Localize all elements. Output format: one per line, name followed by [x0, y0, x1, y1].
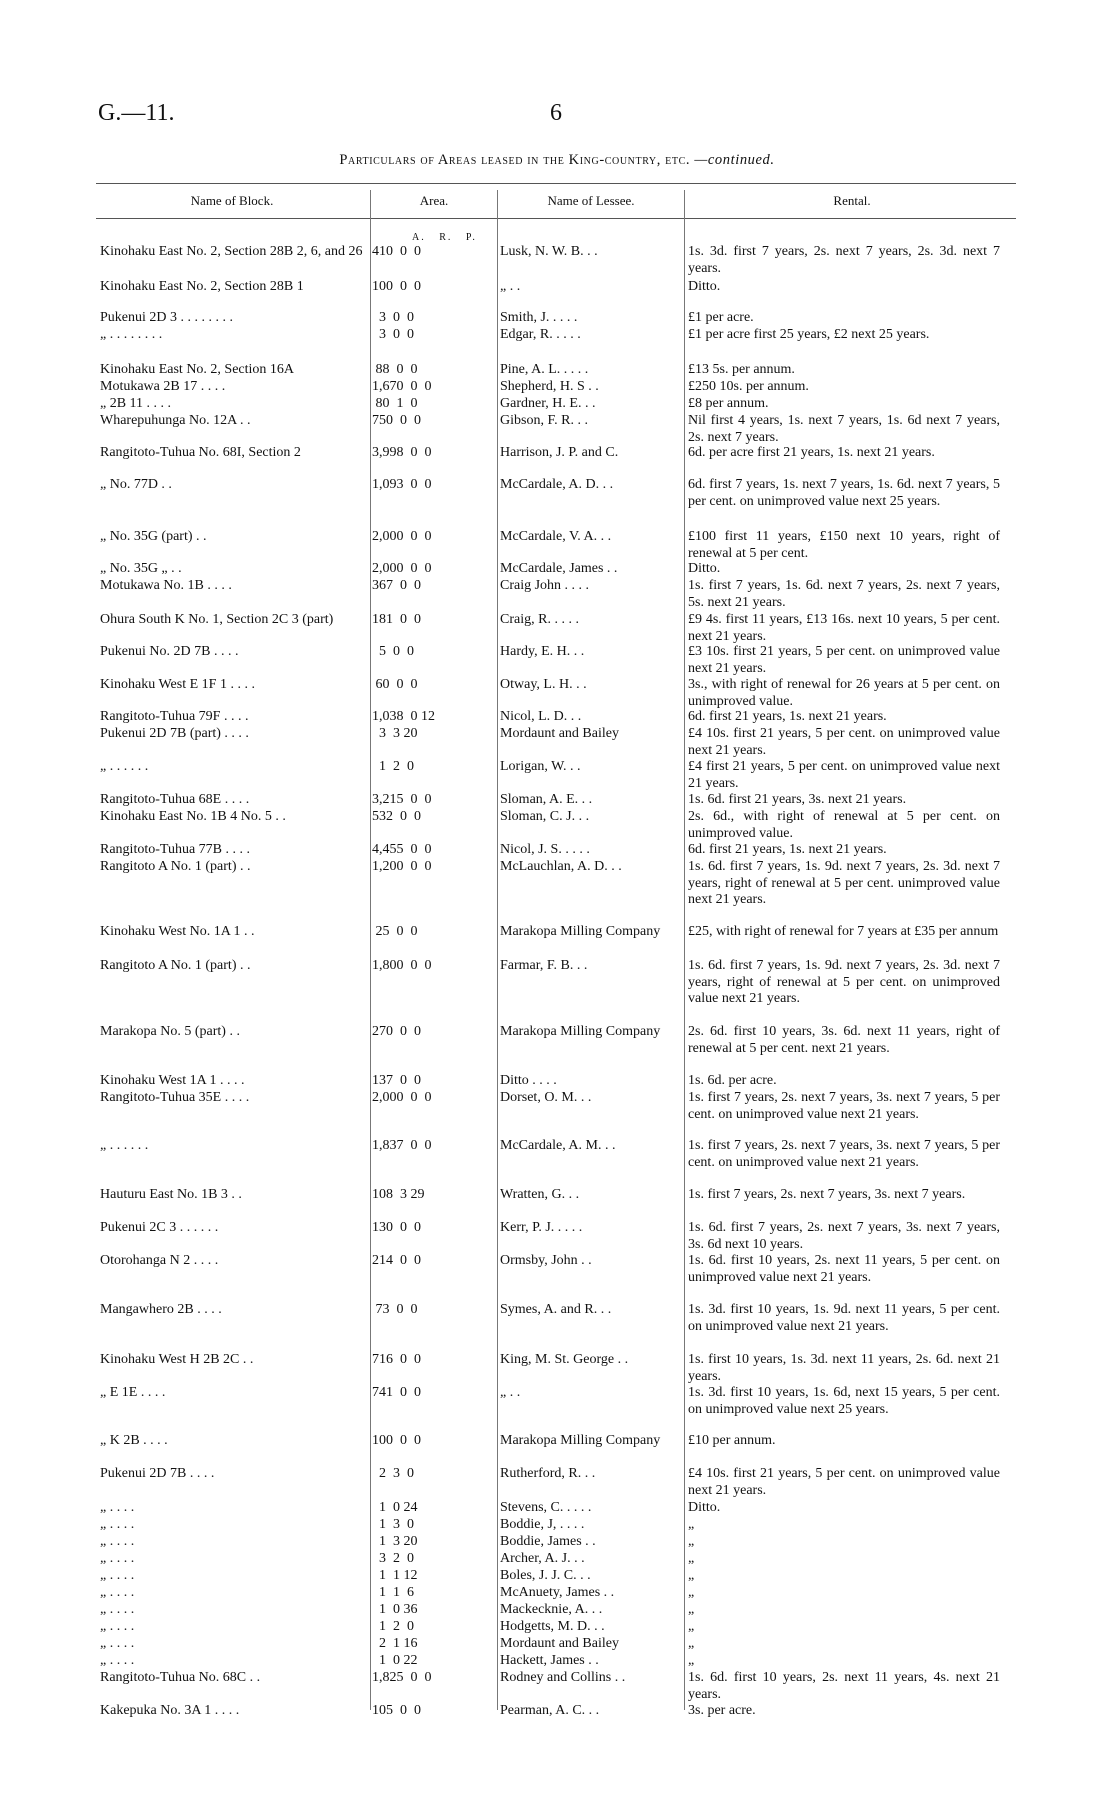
lessee-name: Rodney and Collins . . — [500, 1670, 626, 1685]
page-ref: G.—11. — [98, 100, 175, 126]
rental-terms: Ditto. — [688, 561, 721, 576]
lessee-name: Archer, A. J. . . — [500, 1551, 585, 1566]
lessee-name: McLauchlan, A. D. . . — [500, 859, 622, 874]
block-name: Rangitoto-Tuhua No. 68I, Section 2 — [100, 445, 301, 460]
block-name: Pukenui 2D 7B . . . . — [100, 1466, 215, 1481]
area-value: 25 0 0 — [372, 924, 418, 939]
block-name: „ . . . . . . — [100, 759, 149, 774]
lessee-name: Nicol, L. D. . . — [500, 709, 582, 724]
lessee-name: Dorset, O. M. . . — [500, 1090, 592, 1105]
lessee-name: Mordaunt and Bailey — [500, 726, 619, 741]
block-name: Rangitoto-Tuhua 68E . . . . — [100, 792, 250, 807]
lessee-name: Marakopa Milling Company — [500, 1433, 661, 1448]
rental-terms: £250 10s. per annum. — [688, 379, 809, 394]
lessee-name: Sloman, A. E. . . — [500, 792, 593, 807]
lessee-name: Farmar, F. B. . . — [500, 958, 588, 973]
block-name: „ . . . . — [100, 1500, 135, 1515]
area-value: 741 0 0 — [372, 1385, 421, 1400]
lessee-name: Marakopa Milling Company — [500, 1024, 661, 1039]
rental-terms: 3s. per acre. — [688, 1703, 756, 1718]
block-name: „ No. 77D . . — [100, 477, 172, 492]
rental-terms: „ — [688, 1517, 695, 1532]
block-name: Rangitoto-Tuhua 77B . . . . — [100, 842, 250, 857]
area-value: 137 0 0 — [372, 1073, 421, 1088]
area-value: 1 2 0 — [372, 1619, 414, 1634]
rental-terms: 2s. 6d. first 10 years, 3s. 6d. next 11 years, right of renewal at 5 per cent. next 21 years. — [688, 1024, 1000, 1056]
lessee-name: Rutherford, R. . . — [500, 1466, 596, 1481]
area-value: 88 0 0 — [372, 362, 418, 377]
rental-terms: £100 first 11 years, £150 next 10 years, right of renewal at 5 per cent. — [688, 529, 1000, 561]
area-value: 3,998 0 0 — [372, 445, 432, 460]
rental-terms: 2s. 6d., with right of renewal at 5 per cent. on unimproved value. — [688, 809, 1000, 841]
block-name: Kinohaku West 1A 1 . . . . — [100, 1073, 245, 1088]
block-name: Ohura South K No. 1, Section 2C 3 (part) — [100, 612, 334, 627]
column-header-area: Area. — [419, 193, 449, 208]
rental-terms: £13 5s. per annum. — [688, 362, 795, 377]
area-value: 270 0 0 — [372, 1024, 421, 1039]
column-header-block: Name of Block. — [190, 193, 274, 208]
block-name: Kinohaku East No. 2, Section 28B 2, 6, and 26 — [100, 244, 363, 259]
block-name: Kinohaku East No. 2, Section 16A — [100, 362, 295, 377]
lessee-name: Stevens, C. . . . . — [500, 1500, 592, 1515]
rental-terms: „ — [688, 1619, 695, 1634]
area-value: 2,000 0 0 — [372, 1090, 432, 1105]
lessee-name: „ . . — [500, 1385, 521, 1400]
rental-terms: 1s. 6d. first 10 years, 2s. next 11 years, 5 per cent. on unimproved value next 21 years. — [688, 1253, 1000, 1285]
area-value: 100 0 0 — [372, 1433, 421, 1448]
lessee-name: McAnuety, James . . — [500, 1585, 615, 1600]
rental-terms: £25, with right of renewal for 7 years at £35 per annum — [688, 924, 999, 939]
block-name: „ . . . . — [100, 1551, 135, 1566]
block-name: „ K 2B . . . . — [100, 1433, 168, 1448]
area-value: 2 1 16 — [372, 1636, 418, 1651]
lessee-name: Boles, J. J. C. . . — [500, 1568, 591, 1583]
lessee-name: Otway, L. H. . . — [500, 677, 587, 692]
block-name: „ . . . . — [100, 1619, 135, 1634]
area-value: 4,455 0 0 — [372, 842, 432, 857]
lessee-name: McCardale, V. A. . . — [500, 529, 612, 544]
lessee-name: Lorigan, W. . . — [500, 759, 581, 774]
rental-terms: 1s. 6d. first 21 years, 3s. next 21 years. — [688, 792, 907, 807]
lessee-name: „ . . — [500, 279, 521, 294]
block-name: „ . . . . — [100, 1517, 135, 1532]
lessee-name: Craig, R. . . . . — [500, 612, 579, 627]
block-name: „ . . . . — [100, 1602, 135, 1617]
lessee-name: Shepherd, H. S . . — [500, 379, 599, 394]
lessee-name: Gardner, H. E. . . — [500, 396, 596, 411]
area-value: 130 0 0 — [372, 1220, 421, 1235]
rental-terms: £3 10s. first 21 years, 5 per cent. on unimproved value next 21 years. — [688, 644, 1000, 676]
block-name: Rangitoto A No. 1 (part) . . — [100, 958, 251, 973]
rental-terms: £8 per annum. — [688, 396, 769, 411]
rental-terms: „ — [688, 1636, 695, 1651]
rental-terms: 1s. 6d. first 7 years, 2s. next 7 years, 3s. next 7 years, 3s. 6d next 10 years. — [688, 1220, 1000, 1252]
rental-terms: £1 per acre. — [688, 310, 754, 325]
block-name: Wharepuhunga No. 12A . . — [100, 413, 251, 428]
rental-terms: 1s. first 7 years, 2s. next 7 years, 3s. next 7 years, 5 per cent. on unimproved value next 21 years. — [688, 1138, 1000, 1170]
block-name: Motukawa No. 1B . . . . — [100, 578, 232, 593]
lessee-name: Lusk, N. W. B. . . — [500, 244, 598, 259]
rental-terms: 1s. first 7 years, 2s. next 7 years, 3s. next 7 years. — [688, 1187, 966, 1202]
area-value: 2,000 0 0 — [372, 561, 432, 576]
lessee-name: Edgar, R. . . . . — [500, 327, 581, 342]
block-name: Pukenui 2D 7B (part) . . . . — [100, 726, 249, 741]
rental-terms: 6d. first 21 years, 1s. next 21 years. — [688, 842, 887, 857]
block-name: Rangitoto-Tuhua No. 68C . . — [100, 1670, 261, 1685]
block-name: Pukenui 2C 3 . . . . . . — [100, 1220, 219, 1235]
area-value: 1,200 0 0 — [372, 859, 432, 874]
block-name: Kinohaku West E 1F 1 . . . . — [100, 677, 255, 692]
area-value: 73 0 0 — [372, 1302, 418, 1317]
lessee-name: Hardy, E. H. . . — [500, 644, 585, 659]
block-name: Kakepuka No. 3A 1 . . . . — [100, 1703, 240, 1718]
area-value: 3 3 20 — [372, 726, 418, 741]
area-value: 1,800 0 0 — [372, 958, 432, 973]
area-value: 2,000 0 0 — [372, 529, 432, 544]
rental-terms: 1s. 3d. first 7 years, 2s. next 7 years, 2s. 3d. next 7 years. — [688, 244, 1000, 276]
rental-terms: £4 10s. first 21 years, 5 per cent. on unimproved value next 21 years. — [688, 1466, 1000, 1498]
rental-terms: „ — [688, 1602, 695, 1617]
area-value: 532 0 0 — [372, 809, 421, 824]
rental-terms: £4 first 21 years, 5 per cent. on unimproved value next 21 years. — [688, 759, 1000, 791]
area-value: 3 2 0 — [372, 1551, 414, 1566]
area-value: 80 1 0 — [372, 396, 418, 411]
area-value: 1,038 0 12 — [372, 709, 435, 724]
area-value: 100 0 0 — [372, 279, 421, 294]
lessee-name: Marakopa Milling Company — [500, 924, 661, 939]
area-value: 1,093 0 0 — [372, 477, 432, 492]
area-value: 1 0 22 — [372, 1653, 418, 1668]
area-value: 1 0 36 — [372, 1602, 418, 1617]
area-value: 214 0 0 — [372, 1253, 421, 1268]
lessee-name: Gibson, F. R. . . — [500, 413, 588, 428]
lessee-name: Harrison, J. P. and C. — [500, 445, 619, 460]
rental-terms: Nil first 4 years, 1s. next 7 years, 1s. 6d next 7 years, 2s. next 7 years. — [688, 413, 1000, 445]
block-name: Rangitoto-Tuhua 79F . . . . — [100, 709, 249, 724]
block-name: Mangawhero 2B . . . . — [100, 1302, 222, 1317]
rental-terms: £10 per annum. — [688, 1433, 776, 1448]
rental-terms: 1s. first 10 years, 1s. 3d. next 11 years, 2s. 6d. next 21 years. — [688, 1352, 1000, 1384]
block-name: „ . . . . . . . . — [100, 327, 163, 342]
lessee-name: Hackett, James . . — [500, 1653, 599, 1668]
rental-terms: Ditto. — [688, 279, 721, 294]
page-title-text: Particulars of Areas leased in the King-country, etc. — [339, 152, 691, 168]
rental-terms: 1s. 6d. per acre. — [688, 1073, 777, 1088]
area-value: 1 0 24 — [372, 1500, 418, 1515]
rental-terms: „ — [688, 1585, 695, 1600]
rental-terms: 1s. 6d. first 7 years, 1s. 9d. next 7 years, 2s. 3d. next 7 years, right of renewal at 5 per cent. unimproved value next 21 years. — [688, 859, 1000, 907]
area-value: 750 0 0 — [372, 413, 421, 428]
lessee-name: Sloman, C. J. . . — [500, 809, 590, 824]
area-value: 3,215 0 0 — [372, 792, 432, 807]
page-number: 6 — [550, 100, 562, 126]
block-name: „ . . . . — [100, 1534, 135, 1549]
area-value: 105 0 0 — [372, 1703, 421, 1718]
lessee-name: Kerr, P. J. . . . . — [500, 1220, 583, 1235]
rental-terms: 1s. 6d. first 7 years, 1s. 9d. next 7 years, 2s. 3d. next 7 years, right of renewal at 5 per cent. on unimproved value next 21 years. — [688, 958, 1000, 1006]
lessee-name: King, M. St. George . . — [500, 1352, 629, 1367]
area-value: 716 0 0 — [372, 1352, 421, 1367]
rental-terms: „ — [688, 1534, 695, 1549]
lessee-name: Smith, J. . . . . — [500, 310, 578, 325]
rental-terms: £1 per acre first 25 years, £2 next 25 years. — [688, 327, 930, 342]
lessee-name: Boddie, J, . . . . — [500, 1517, 585, 1532]
block-name: „ 2B 11 . . . . — [100, 396, 172, 411]
block-name: „ . . . . . . — [100, 1138, 149, 1153]
block-name: Pukenui 2D 3 . . . . . . . . — [100, 310, 233, 325]
lessee-name: Mordaunt and Bailey — [500, 1636, 619, 1651]
block-name: „ No. 35G (part) . . — [100, 529, 207, 544]
area-value: 5 0 0 — [372, 644, 414, 659]
area-value: 1,825 0 0 — [372, 1670, 432, 1685]
block-name: Kinohaku West H 2B 2C . . — [100, 1352, 254, 1367]
area-value: 1 3 0 — [372, 1517, 414, 1532]
rental-terms: 1s. 6d. first 10 years, 2s. next 11 years, 4s. next 21 years. — [688, 1670, 1000, 1702]
rental-terms: „ — [688, 1653, 695, 1668]
block-name: Rangitoto-Tuhua 35E . . . . — [100, 1090, 250, 1105]
block-name: Rangitoto A No. 1 (part) . . — [100, 859, 251, 874]
lessee-name: Hodgetts, M. D. . . — [500, 1619, 605, 1634]
block-name: „ E 1E . . . . — [100, 1385, 166, 1400]
rental-terms: 6d. first 7 years, 1s. next 7 years, 1s. 6d. next 7 years, 5 per cent. on unimproved value next 25 years. — [688, 477, 1000, 509]
block-name: Otorohanga N 2 . . . . — [100, 1253, 219, 1268]
lessee-name: McCardale, A. M. . . — [500, 1138, 616, 1153]
column-header-rental: Rental. — [833, 193, 871, 208]
lessee-name: McCardale, James . . — [500, 561, 618, 576]
page-title-continued: —continued. — [690, 152, 775, 168]
rental-terms: Ditto. — [688, 1500, 721, 1515]
block-name: Marakopa No. 5 (part) . . — [100, 1024, 240, 1039]
column-header-lessee: Name of Lessee. — [547, 193, 635, 208]
area-value: 1 2 0 — [372, 759, 414, 774]
lessee-name: Mackecknie, A. . . — [500, 1602, 603, 1617]
rental-terms: „ — [688, 1551, 695, 1566]
block-name: Kinohaku East No. 1B 4 No. 5 . . — [100, 809, 286, 824]
area-value: 1 3 20 — [372, 1534, 418, 1549]
area-units-header: A. R. P. — [412, 232, 477, 243]
rental-terms: 3s., with right of renewal for 26 years at 5 per cent. on unimproved value. — [688, 677, 1000, 709]
area-value: 3 0 0 — [372, 310, 414, 325]
rental-terms: „ — [688, 1568, 695, 1583]
lessee-name: Wratten, G. . . — [500, 1187, 580, 1202]
area-value: 108 3 29 — [372, 1187, 425, 1202]
rental-terms: £4 10s. first 21 years, 5 per cent. on unimproved value next 21 years. — [688, 726, 1000, 758]
area-value: 367 0 0 — [372, 578, 421, 593]
block-name: „ . . . . — [100, 1568, 135, 1583]
rental-terms: 6d. first 21 years, 1s. next 21 years. — [688, 709, 887, 724]
area-value: 60 0 0 — [372, 677, 418, 692]
block-name: Motukawa 2B 17 . . . . — [100, 379, 226, 394]
area-value: 1 1 6 — [372, 1585, 414, 1600]
block-name: „ . . . . — [100, 1636, 135, 1651]
rental-terms: £9 4s. first 11 years, £13 16s. next 10 years, 5 per cent. next 21 years. — [688, 612, 1000, 644]
area-value: 1 1 12 — [372, 1568, 418, 1583]
rental-terms: 1s. first 7 years, 2s. next 7 years, 3s. next 7 years, 5 per cent. on unimproved value next 21 years. — [688, 1090, 1000, 1122]
lessee-name: Nicol, J. S. . . . . — [500, 842, 590, 857]
block-name: „ . . . . — [100, 1653, 135, 1668]
area-value: 2 3 0 — [372, 1466, 414, 1481]
lessee-name: Symes, A. and R. . . — [500, 1302, 612, 1317]
rental-terms: 6d. per acre first 21 years, 1s. next 21 years. — [688, 445, 935, 460]
block-name: „ No. 35G „ . . — [100, 561, 182, 576]
block-name: Pukenui No. 2D 7B . . . . — [100, 644, 239, 659]
lessee-name: Ormsby, John . . — [500, 1253, 592, 1268]
rental-terms: 1s. first 7 years, 1s. 6d. next 7 years, 2s. next 7 years, 5s. next 21 years. — [688, 578, 1000, 610]
area-value: 181 0 0 — [372, 612, 421, 627]
lessee-name: Ditto . . . . — [500, 1073, 557, 1088]
block-name: Kinohaku West No. 1A 1 . . — [100, 924, 255, 939]
area-value: 1,670 0 0 — [372, 379, 432, 394]
lessee-name: Craig John . . . . — [500, 578, 590, 593]
lessee-name: McCardale, A. D. . . — [500, 477, 614, 492]
area-value: 410 0 0 — [372, 244, 421, 259]
area-value: 1,837 0 0 — [372, 1138, 432, 1153]
rental-terms: 1s. 3d. first 10 years, 1s. 9d. next 11 years, 5 per cent. on unimproved value next 21 years. — [688, 1302, 1000, 1334]
block-name: Hauturu East No. 1B 3 . . — [100, 1187, 242, 1202]
block-name: Kinohaku East No. 2, Section 28B 1 — [100, 279, 304, 294]
lessee-name: Pine, A. L. . . . . — [500, 362, 589, 377]
lessee-name: Boddie, James . . — [500, 1534, 596, 1549]
area-value: 3 0 0 — [372, 327, 414, 342]
lessee-name: Pearman, A. C. . . — [500, 1703, 600, 1718]
block-name: „ . . . . — [100, 1585, 135, 1600]
rental-terms: 1s. 3d. first 10 years, 1s. 6d, next 15 years, 5 per cent. on unimproved value next 25 years. — [688, 1385, 1000, 1417]
